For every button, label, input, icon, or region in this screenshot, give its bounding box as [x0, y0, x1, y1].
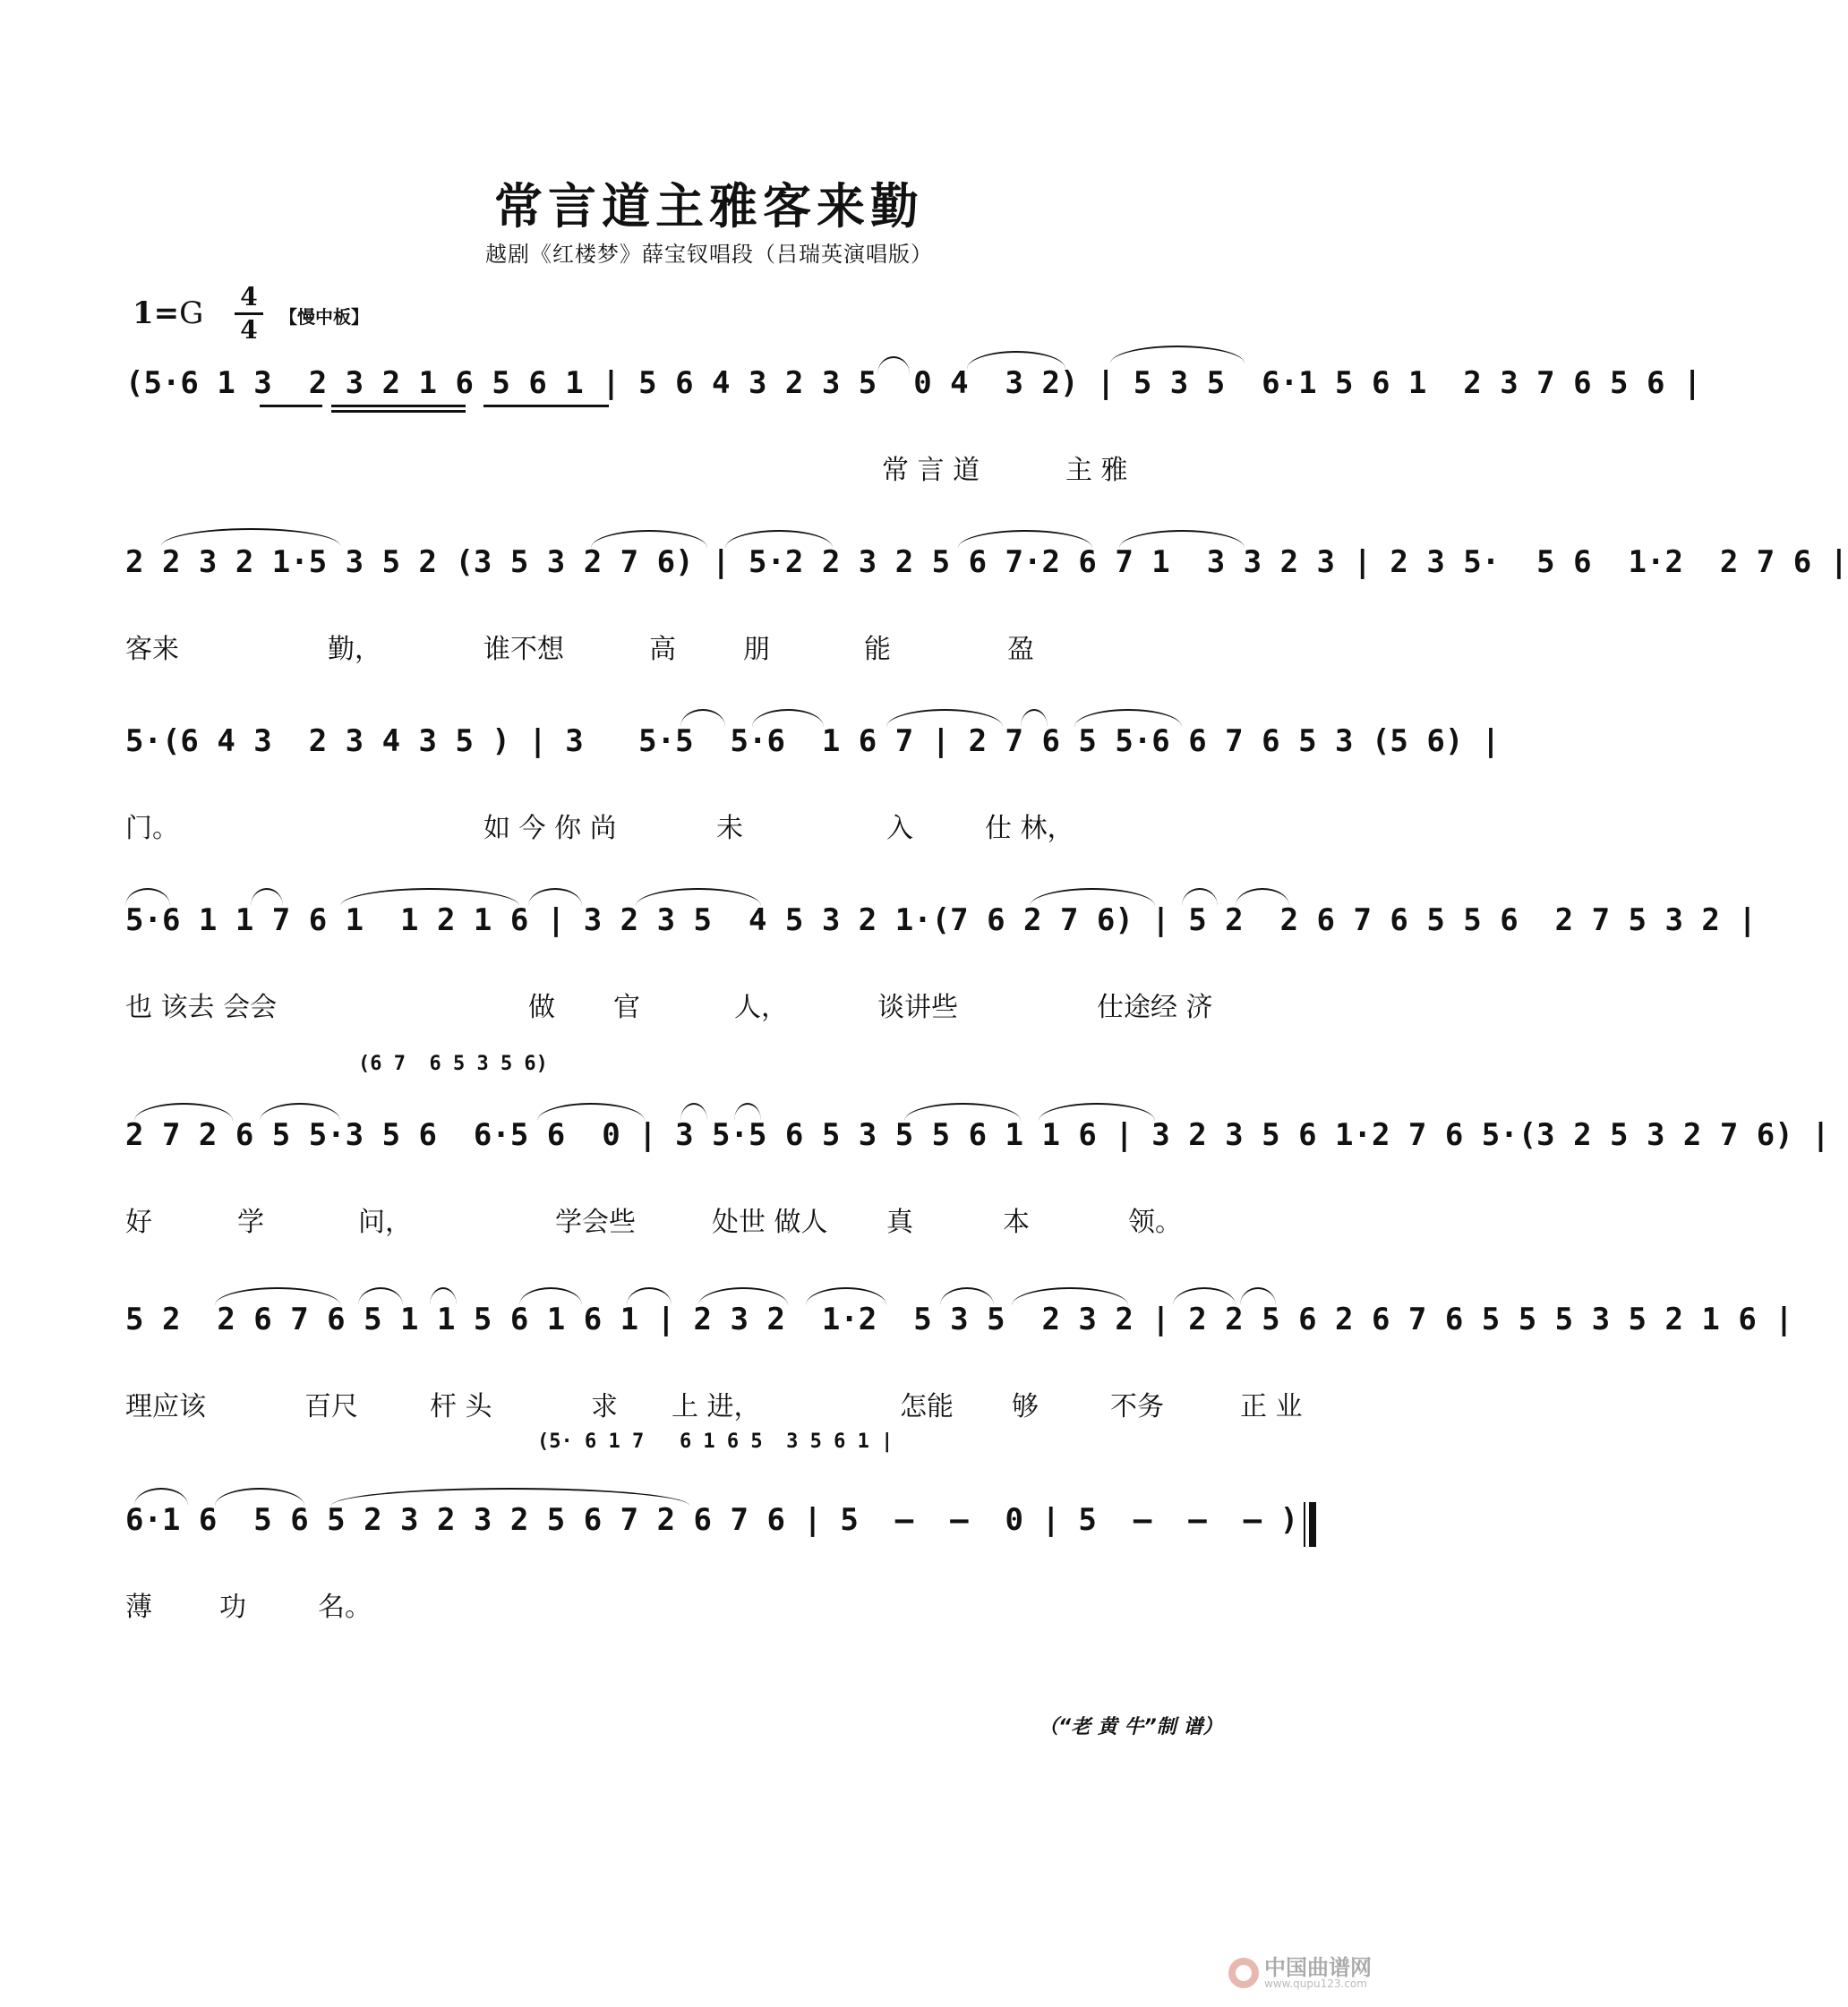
tempo-marking: 【慢中板】	[279, 306, 369, 328]
lyric-segment: 仕途经 济	[1097, 992, 1213, 1023]
notes-line-4: 5·6 1 1 7 6 1 1 2 1 6 | 3 2 3 5 4 5 3 2 1·(7 6 2 7 6) | 5 2 2 6 7 6 5 5 6 2 7 5 3 2 |	[125, 902, 1757, 938]
lyric-segment: 名。	[318, 1592, 372, 1623]
lyric-segment: 朋	[743, 634, 770, 665]
notes-line-2: 2 2 3 2 1·5 3 5 2 (3 5 3 2 7 6) | 5·2 2 3 2 5 6 7·2 6 7 1 3 3 2 3 | 2 3 5· 5 6 1·2 2 7 6 |	[125, 544, 1848, 580]
lyric-segment: 谁不想	[483, 634, 564, 665]
time-signature-bottom: 4	[240, 315, 258, 345]
lyric-segment: 领。	[1128, 1207, 1182, 1238]
lyric-segment: 入	[886, 813, 913, 844]
lyric-segment: 主 雅	[1065, 455, 1128, 486]
lyric-segment: 上 进，	[672, 1391, 761, 1422]
lyric-segment: 门。	[125, 813, 179, 844]
lyric-segment: 本	[1003, 1207, 1030, 1238]
notes-line-6: 5 2 2 6 7 6 5 1 1 5 6 1 6 1 | 2 3 2 1·2 5 3 5 2 3 2 | 2 2 5 6 2 6 7 6 5 5 5 3 5 2 1 6 |	[125, 1302, 1793, 1337]
grace-notes-line-7: (5· 6 1 7 6 1 6 5 3 5 6 1 |	[537, 1431, 894, 1453]
notes-line-5: 2 7 2 6 5 5·3 5 6 6·5 6 0 | 3 5·5 6 5 3 5 5 6 1 1 6 | 3 2 3 5 6 1·2 7 6 5·(3 2 5 3 2 7 6) |	[125, 1117, 1830, 1153]
arranger-credit: （“老 黄 牛”制 谱）	[1039, 1716, 1223, 1738]
lyric-segment: 不务	[1110, 1391, 1164, 1422]
key-letter: G	[179, 295, 204, 331]
lyrics-line-7	[125, 1584, 1316, 1623]
lyrics-line-4	[125, 985, 1316, 1021]
notes-line-3: 5·(6 4 3 2 3 4 3 5 ) | 3 5·5 5·6 1 6 7 | 2 7 6 5 5·6 6 7 6 5 3 (5 6) |	[125, 723, 1501, 759]
lyric-segment: 客来	[125, 634, 179, 665]
grace-notes-line-5: (6 7 6 5 3 5 6)	[358, 1053, 548, 1075]
lyric-segment: 理应该	[125, 1391, 206, 1422]
lyrics-line-5	[125, 1200, 1316, 1238]
lyric-segment: 谈讲些	[877, 992, 958, 1023]
lyric-segment: 问，	[358, 1207, 412, 1238]
lyric-segment: 高	[649, 634, 676, 665]
time-signature-top: 4	[240, 282, 258, 312]
lyrics-line-1	[125, 448, 1316, 486]
lyric-segment: 处世 做人	[712, 1207, 828, 1238]
lyric-segment: 真	[886, 1207, 913, 1238]
lyric-segment: 薄	[125, 1592, 152, 1623]
watermark-site-name: 中国曲谱网	[1264, 1954, 1372, 1980]
watermark-url: www.qupu123.com	[1264, 1977, 1367, 1990]
lyric-segment: 常 言 道	[882, 455, 980, 486]
key-signature	[133, 295, 203, 331]
key-prefix: 1=	[133, 295, 180, 331]
qupu-logo-icon	[1228, 1958, 1259, 1988]
lyric-segment: 也 该去 会会	[125, 992, 278, 1023]
lyrics-line-6	[125, 1384, 1316, 1420]
lyric-segment: 如 今 你 尚	[483, 813, 617, 844]
lyric-segment: 仕 林，	[985, 813, 1074, 844]
lyric-segment: 百尺	[304, 1391, 358, 1422]
lyric-segment: 学	[237, 1207, 264, 1238]
final-barline	[1304, 1502, 1316, 1547]
lyric-segment: 求	[591, 1391, 618, 1422]
notes-line-7: 6·1 6 5 6 5 2 3 2 3 2 5 6 7 2 6 7 6 | 5 – – 0 | 5 – – – )	[125, 1502, 1299, 1538]
lyric-segment: 好	[125, 1207, 152, 1238]
lyrics-line-2	[125, 627, 1316, 665]
lyrics-line-3	[125, 806, 1316, 844]
lyric-segment: 盈	[1007, 634, 1034, 665]
song-subtitle: 越剧《红楼梦》薛宝钗唱段（吕瑞英演唱版）	[485, 242, 933, 267]
lyric-segment: 学会些	[555, 1207, 636, 1238]
lyric-segment: 够	[1012, 1391, 1039, 1422]
lyric-segment: 做	[528, 992, 555, 1023]
time-signature	[235, 282, 263, 345]
lyric-segment: 人，	[734, 992, 788, 1023]
lyric-segment: 勤，	[328, 634, 381, 665]
lyric-segment: 能	[864, 634, 891, 665]
site-watermark	[1228, 1954, 1372, 1990]
lyric-segment: 官	[613, 992, 640, 1023]
notes-line-1: (5·6 1 3 2 3 2 1 6 5 6 1 | 5 6 4 3 2 3 5 0 4 3 2) | 5 3 5 6·1 5 6 1 2 3 7 6 5 6 |	[125, 365, 1702, 401]
lyric-segment: 杆 头	[430, 1391, 492, 1422]
lyric-segment: 怎能	[900, 1391, 954, 1422]
song-title: 常言道主雅客来勤	[494, 177, 924, 235]
lyric-segment: 未	[716, 813, 743, 844]
lyric-segment: 正 业	[1240, 1391, 1303, 1422]
lyric-segment: 功	[219, 1592, 246, 1623]
